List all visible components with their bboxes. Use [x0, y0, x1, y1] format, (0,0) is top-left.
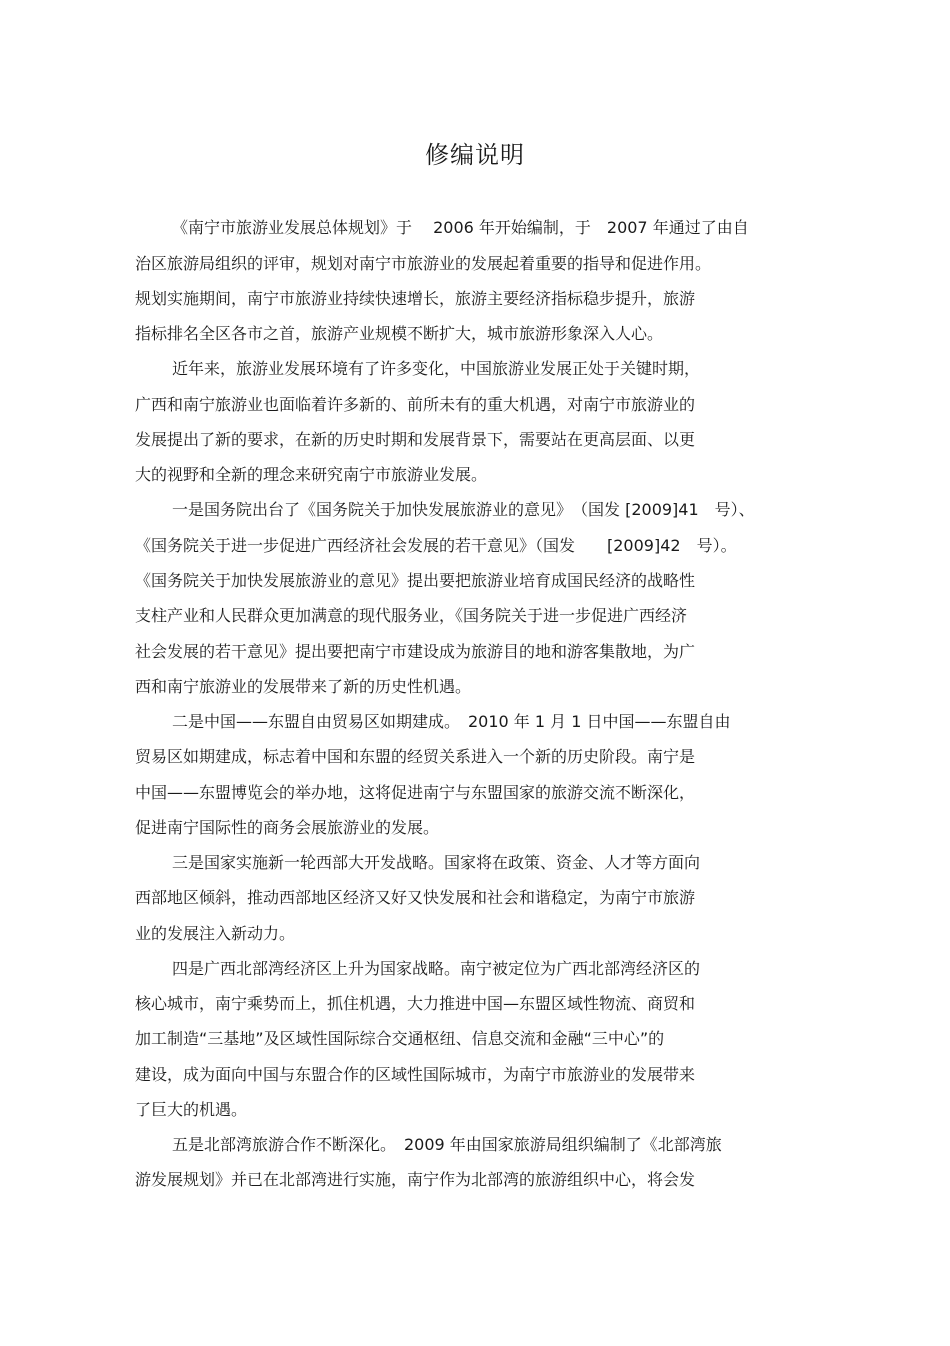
body-line: 核心城市，南宁乘势而上，抓住机遇，大力推进中国—东盟区域性物流、商贸和: [135, 994, 696, 1013]
body-line: 促进南宁国际性的商务会展旅游业的发展。: [135, 818, 440, 837]
body-line: 社会发展的若干意见》提出要把南宁市建设成为旅游目的地和游客集散地，为广: [135, 642, 696, 661]
body-line: 《国务院关于进一步促进广西经济社会发展的若干意见》（国发 [2009]42 号）。: [135, 536, 737, 555]
body-line: 大的视野和全新的理念来研究南宁市旅游业发展。: [135, 465, 488, 484]
body-line: 三是国家实施新一轮西部大开发战略。国家将在政策、资金、人才等方面向: [172, 853, 701, 872]
body-line: 了巨大的机遇。: [135, 1100, 248, 1119]
body-line: 加工制造“三基地”及区域性国际综合交通枢纽、信息交流和金融“三中心”的: [135, 1029, 665, 1048]
body-line: 贸易区如期建成，标志着中国和东盟的经贸关系进入一个新的历史阶段。南宁是: [135, 747, 696, 766]
body-line: 《国务院关于加快发展旅游业的意见》提出要把旅游业培育成国民经济的战略性: [135, 571, 696, 590]
body-line: 西部地区倾斜，推动西部地区经济又好又快发展和社会和谐稳定，为南宁市旅游: [135, 888, 696, 907]
body-line: 治区旅游局组织的评审，规划对南宁市旅游业的发展起着重要的指导和促进作用。: [135, 254, 712, 273]
body-line: 近年来，旅游业发展环境有了许多变化，中国旅游业发展正处于关键时期，: [172, 359, 701, 378]
body-line: 指标排名全区各市之首，旅游产业规模不断扩大，城市旅游形象深入人心。: [135, 324, 664, 343]
body-line: 游发展规划》并已在北部湾进行实施，南宁作为北部湾的旅游组织中心，将会发: [135, 1170, 696, 1189]
body-line: 二是中国——东盟自由贸易区如期建成。 2010 年 1 月 1 日中国——东盟自由: [172, 712, 731, 731]
body-line: 西和南宁旅游业的发展带来了新的历史性机遇。: [135, 677, 472, 696]
body-line: 五是北部湾旅游合作不断深化。 2009 年由国家旅游局组织编制了《北部湾旅: [172, 1135, 722, 1154]
body-line: 《南宁市旅游业发展总体规划》于 2006 年开始编制，于 2007 年通过了由自: [172, 218, 749, 237]
body-line: 支柱产业和人民群众更加满意的现代服务业，《国务院关于进一步促进广西经济: [135, 606, 688, 625]
body-line: 广西和南宁旅游业也面临着许多新的、前所未有的重大机遇，对南宁市旅游业的: [135, 395, 696, 414]
body-line: 中国——东盟博览会的举办地，这将促进南宁与东盟国家的旅游交流不断深化，: [135, 783, 696, 802]
body-line: 建设，成为面向中国与东盟合作的区域性国际城市，为南宁市旅游业的发展带来: [135, 1065, 696, 1084]
body-line: 一是国务院出台了《国务院关于加快发展旅游业的意见》 （国发 [2009]41 号）、: [172, 500, 755, 519]
body-line: 四是广西北部湾经济区上升为国家战略。南宁被定位为广西北部湾经济区的: [172, 959, 701, 978]
body-line: 业的发展注入新动力。: [135, 924, 296, 943]
body-line: 规划实施期间，南宁市旅游业持续快速增长，旅游主要经济指标稳步提升，旅游: [135, 289, 696, 308]
page-title: 修编说明: [425, 141, 525, 169]
body-line: 发展提出了新的要求，在新的历史时期和发展背景下，需要站在更高层面、以更: [135, 430, 696, 449]
